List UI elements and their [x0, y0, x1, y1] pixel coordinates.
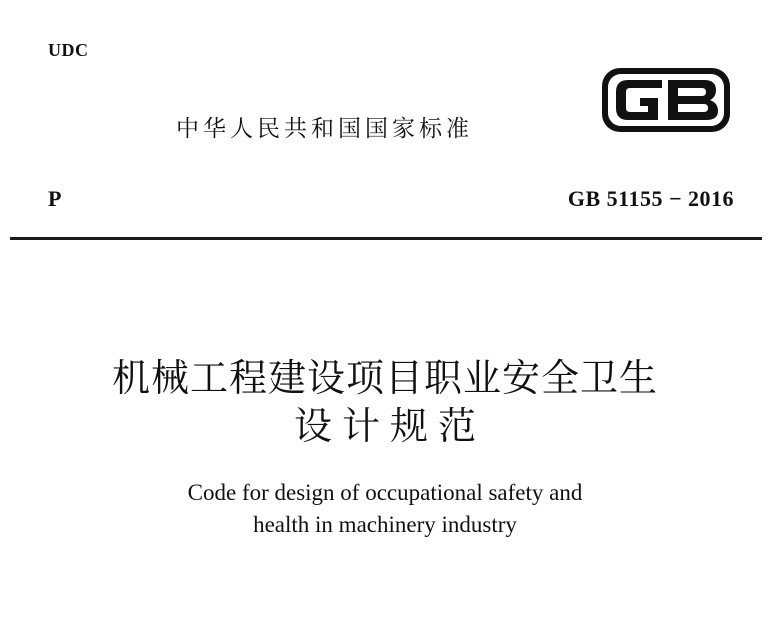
- title-zh-line-2: 设计规范: [293, 404, 486, 448]
- header-divider: [10, 237, 762, 240]
- title-zh-line-1: 机械工程建设项目职业安全卫生: [111, 356, 658, 400]
- title-en-line-2: health in machinery industry: [253, 512, 517, 537]
- gb-logo: [600, 66, 732, 134]
- title-en-line-1: Code for design of occupational safety and: [187, 480, 583, 505]
- standard-type-label: 中华人民共和国国家标准: [176, 116, 473, 142]
- category-label: P: [48, 186, 62, 211]
- udc-label: UDC: [48, 40, 89, 60]
- standard-number: GB 51155 − 2016: [567, 186, 734, 211]
